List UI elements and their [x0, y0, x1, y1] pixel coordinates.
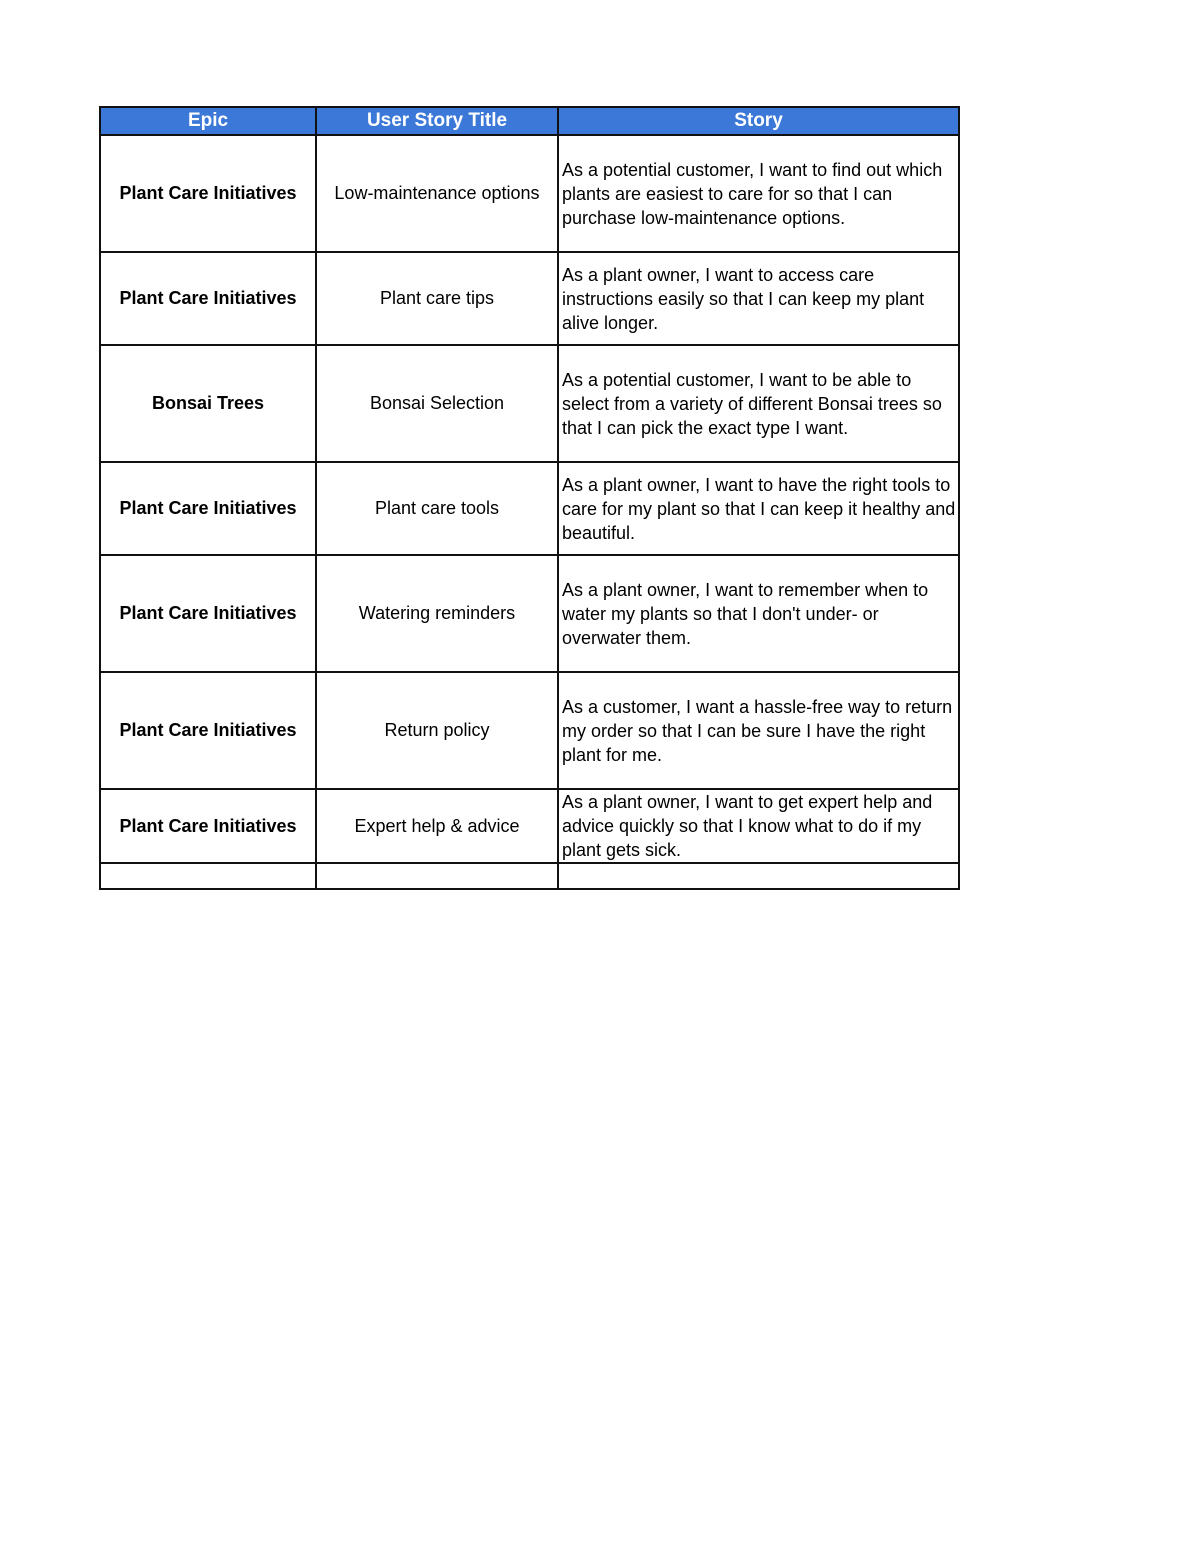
table-row: [100, 252, 959, 345]
epic-cell: Plant Care Initiatives: [100, 135, 316, 252]
title-cell: Watering reminders: [316, 555, 558, 672]
story-cell: As a potential customer, I want to find out which plants are easiest to care for so that I can purchase low-maintenance options.: [558, 135, 959, 252]
epic-cell: Plant Care Initiatives: [100, 789, 316, 863]
title-cell: [316, 863, 558, 889]
title-cell: Return policy: [316, 672, 558, 789]
header-row: [100, 107, 959, 135]
title-cell: Bonsai Selection: [316, 345, 558, 462]
story-cell: As a plant owner, I want to remember when to water my plants so that I don't under- or overwater them.: [558, 555, 959, 672]
story-cell: As a potential customer, I want to be able to select from a variety of different Bonsai trees so that I can pick the exact type I want.: [558, 345, 959, 462]
header-epic: Epic: [100, 107, 316, 135]
table-row: [100, 135, 959, 252]
epic-cell: Bonsai Trees: [100, 345, 316, 462]
header-story: Story: [558, 107, 959, 135]
table-row: [100, 789, 959, 863]
table-row: [100, 462, 959, 555]
story-cell: As a plant owner, I want to get expert help and advice quickly so that I know what to do if my plant gets sick.: [558, 789, 959, 863]
story-cell: As a plant owner, I want to have the right tools to care for my plant so that I can keep it healthy and beautiful.: [558, 462, 959, 555]
header-user-story-title: User Story Title: [316, 107, 558, 135]
table-row-empty: [100, 863, 959, 889]
story-cell: [558, 863, 959, 889]
title-cell: Plant care tips: [316, 252, 558, 345]
title-cell: Plant care tools: [316, 462, 558, 555]
story-cell: As a plant owner, I want to access care instructions easily so that I can keep my plant alive longer.: [558, 252, 959, 345]
table-row: [100, 555, 959, 672]
title-cell: Expert help & advice: [316, 789, 558, 863]
epic-cell: Plant Care Initiatives: [100, 252, 316, 345]
title-cell: Low-maintenance options: [316, 135, 558, 252]
story-cell: As a customer, I want a hassle-free way to return my order so that I can be sure I have the right plant for me.: [558, 672, 959, 789]
epic-cell: [100, 863, 316, 889]
user-story-table: [99, 106, 960, 890]
table-row: [100, 672, 959, 789]
epic-cell: Plant Care Initiatives: [100, 462, 316, 555]
epic-cell: Plant Care Initiatives: [100, 672, 316, 789]
epic-cell: Plant Care Initiatives: [100, 555, 316, 672]
table-row: [100, 345, 959, 462]
